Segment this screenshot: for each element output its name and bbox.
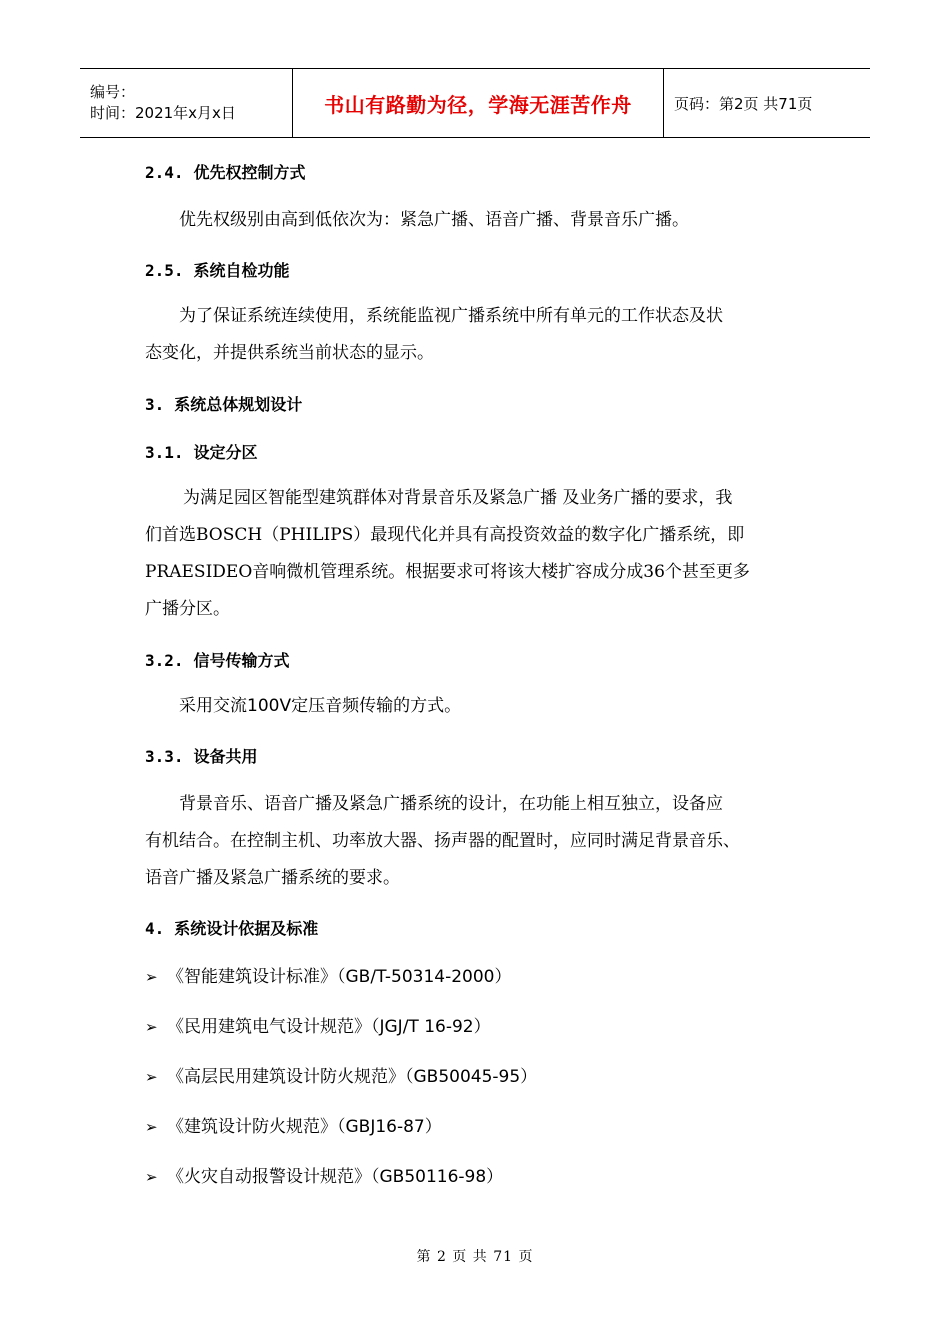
paragraph-line: 有机结合。在控制主机、功率放大器、扬声器的配置时，应同时满足背景音乐、 bbox=[145, 831, 740, 851]
standard-name: 《智能建筑设计标准》 bbox=[167, 967, 337, 987]
arrow-bullet-icon: ➢ bbox=[145, 1168, 158, 1186]
heading-4 bbox=[145, 916, 318, 939]
heading-title: 优先权控制方式 bbox=[193, 163, 306, 182]
standard-code: （GB50045-95） bbox=[405, 1067, 538, 1087]
time-label: 时间：2021年x月x日 bbox=[90, 104, 236, 122]
standard-name: 《火灾自动报警设计规范》 bbox=[167, 1167, 371, 1187]
header-motto-cell bbox=[293, 69, 664, 137]
page-header bbox=[80, 68, 870, 138]
standard-name: 《建筑设计防火规范》 bbox=[167, 1117, 337, 1137]
paragraph-line: 广播分区。 bbox=[145, 599, 230, 619]
paragraph-line: 采用交流100V定压音频传输的方式。 bbox=[179, 696, 462, 716]
standard-item bbox=[145, 1112, 442, 1137]
paragraph-line: 背景音乐、语音广播及紧急广播系统的设计，在功能上相互独立，设备应 bbox=[179, 794, 723, 814]
heading-number: 3.1. bbox=[145, 443, 184, 462]
paragraph-line: 优先权级别由高到低依次为：紧急广播、语音广播、背景音乐广播。 bbox=[179, 210, 689, 230]
paragraph-2-4 bbox=[145, 202, 825, 239]
heading-number: 2.5. bbox=[145, 261, 184, 280]
standard-item bbox=[145, 1062, 537, 1087]
heading-title: 系统设计依据及标准 bbox=[174, 919, 319, 938]
heading-title: 系统总体规划设计 bbox=[174, 395, 303, 414]
paragraph-2-5 bbox=[145, 298, 825, 372]
arrow-bullet-icon: ➢ bbox=[145, 1068, 158, 1086]
standard-item bbox=[145, 1162, 503, 1187]
paragraph-line: 语音广播及紧急广播系统的要求。 bbox=[145, 868, 400, 888]
paragraph-3-1 bbox=[145, 480, 825, 628]
header-meta bbox=[80, 69, 293, 137]
heading-number: 3.3. bbox=[145, 747, 184, 766]
header-page-info: 页码：第2页 共71页 bbox=[674, 94, 813, 113]
arrow-bullet-icon: ➢ bbox=[145, 1018, 158, 1036]
paragraph-3-2 bbox=[145, 688, 825, 725]
paragraph-line: 为满足园区智能型建筑群体对背景音乐及紧急广播 及业务广播的要求，我 bbox=[183, 488, 733, 508]
heading-3-2 bbox=[145, 648, 290, 671]
header-motto: 书山有路勤为径，学海无涯苦作舟 bbox=[324, 92, 632, 117]
heading-3-3 bbox=[145, 744, 258, 767]
standard-item bbox=[145, 962, 512, 987]
paragraph-line: 为了保证系统连续使用，系统能监视广播系统中所有单元的工作状态及状 bbox=[179, 306, 723, 326]
standard-code: （GBJ16-87） bbox=[337, 1117, 442, 1137]
paragraph-line: PRAESIDEO音响微机管理系统。根据要求可将该大楼扩容成分成36个甚至更多 bbox=[145, 562, 750, 582]
standard-code: （JGJ/T 16-92） bbox=[371, 1017, 491, 1037]
heading-number: 2.4. bbox=[145, 163, 184, 182]
heading-title: 设定分区 bbox=[193, 443, 258, 462]
heading-2-5 bbox=[145, 258, 290, 281]
paragraph-line: 们首选BOSCH（PHILIPS）最现代化并具有高投资效益的数字化广播系统，即 bbox=[145, 525, 745, 545]
paragraph-line: 态变化，并提供系统当前状态的显示。 bbox=[145, 343, 434, 363]
standard-item bbox=[145, 1012, 491, 1037]
standard-code: （GB/T-50314-2000） bbox=[337, 967, 512, 987]
heading-title: 设备共用 bbox=[193, 747, 258, 766]
standard-code: （GB50116-98） bbox=[371, 1167, 504, 1187]
standard-name: 《民用建筑电气设计规范》 bbox=[167, 1017, 371, 1037]
paragraph-3-3 bbox=[145, 786, 825, 897]
heading-title: 信号传输方式 bbox=[193, 651, 290, 670]
number-label: 编号： bbox=[90, 83, 136, 101]
arrow-bullet-icon: ➢ bbox=[145, 1118, 158, 1136]
heading-3-1 bbox=[145, 440, 258, 463]
heading-number: 4. bbox=[145, 919, 165, 938]
heading-number: 3. bbox=[145, 395, 165, 414]
arrow-bullet-icon: ➢ bbox=[145, 968, 158, 986]
page-footer: 第 2 页 共 71 页 bbox=[416, 1249, 534, 1265]
heading-3 bbox=[145, 392, 302, 415]
heading-number: 3.2. bbox=[145, 651, 184, 670]
heading-title: 系统自检功能 bbox=[193, 261, 290, 280]
heading-2-4 bbox=[145, 160, 306, 183]
standard-name: 《高层民用建筑设计防火规范》 bbox=[167, 1067, 405, 1087]
